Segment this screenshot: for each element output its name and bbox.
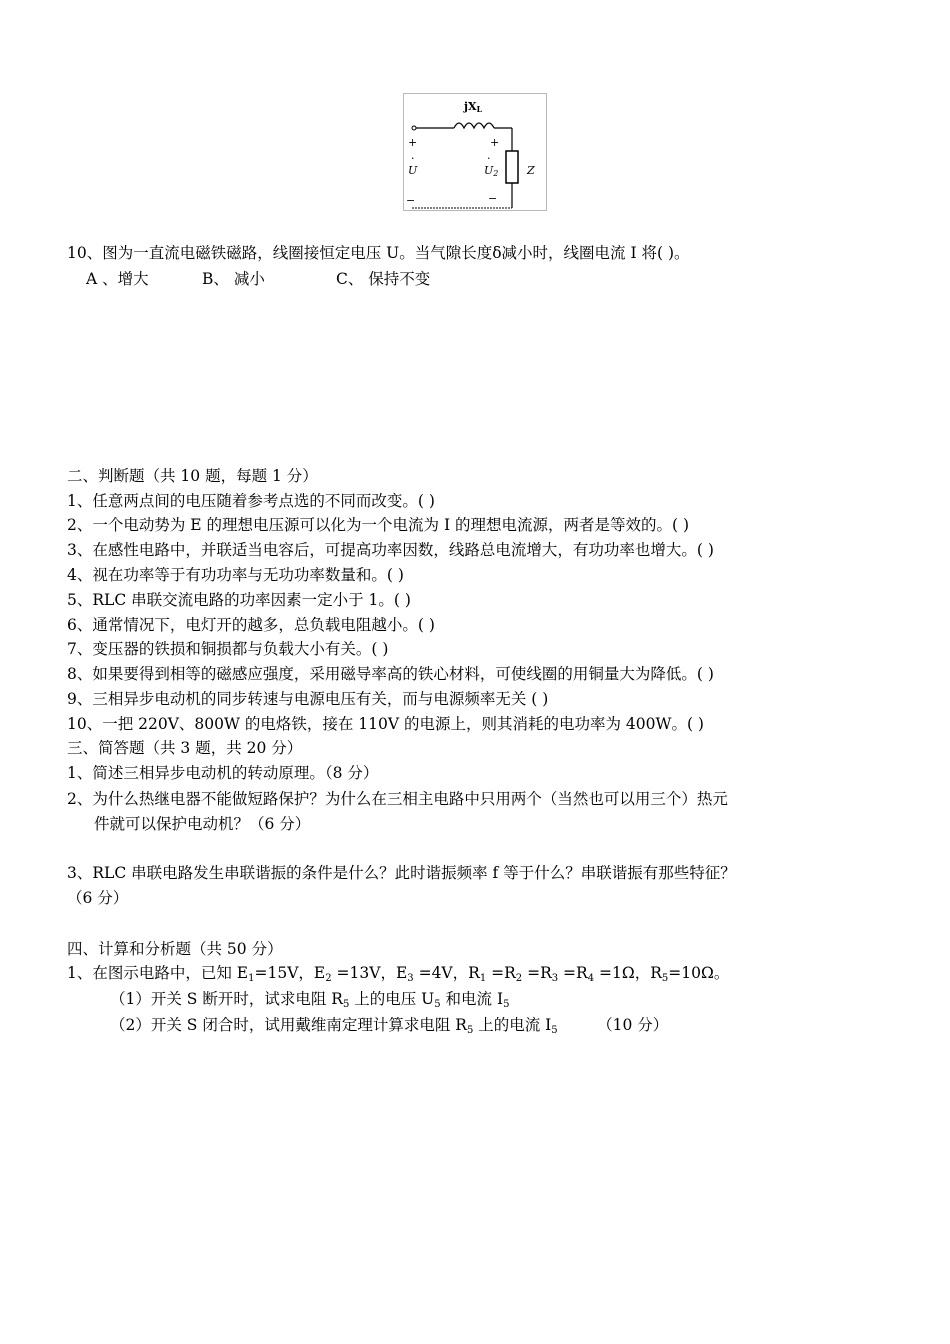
inductor-coil	[454, 123, 494, 128]
judge-item-7: 7、变压器的铁损和铜损都与负载大小有关。( )	[67, 640, 389, 658]
e2-value: =13V，	[331, 964, 396, 982]
sub1-i-symbol: I	[496, 990, 504, 1008]
short-answer-1: 1、简述三相异步电动机的转动原理。（8 分）	[67, 764, 379, 782]
e1-symbol: E	[236, 964, 249, 982]
minus-left: −	[406, 194, 416, 207]
sub2-i-symbol: I	[545, 1016, 552, 1034]
impedance-box	[506, 151, 518, 183]
r3-symbol: R	[540, 964, 552, 982]
e3-value: =4V，	[413, 964, 469, 982]
r5-subscript: 5	[661, 973, 669, 984]
r2-symbol: R	[504, 964, 516, 982]
r3-subscript: 3	[551, 973, 559, 984]
judge-item-6: 6、通常情况下，电灯开的越多，总负载电阻越小。( )	[67, 616, 435, 634]
r4-symbol: R	[576, 964, 588, 982]
e3-symbol: E	[395, 964, 408, 982]
judge-item-9: 9、三相异步电动机的同步转速与电源电压有关，而与电源频率无关 ( )	[67, 690, 549, 708]
circuit-diagram	[404, 94, 546, 210]
sub1-text-a: （1）开关 S 断开时，试求电阻	[110, 990, 332, 1008]
plus-right: +	[490, 136, 500, 149]
plus-left: +	[408, 136, 418, 149]
voltage-u-label: U	[408, 164, 418, 177]
sub1-u-subscript: 5	[434, 999, 441, 1010]
r2-subscript: 2	[515, 973, 523, 984]
judge-item-3: 3、在感性电路中，并联适当电容后，可提高功率因数，线路总电流增大，有功功率也增大。( )	[67, 541, 714, 559]
calc-q1-sub-2	[110, 1014, 668, 1036]
short-answer-3-line-2: （6 分）	[67, 889, 129, 907]
voltage-u2-dot: ·	[487, 152, 491, 165]
r1-value: =	[486, 964, 505, 982]
section-2-heading: 二、判断题（共 10 题，每题 1 分）	[67, 467, 318, 485]
circuit-figure	[403, 93, 547, 211]
judge-item-2: 2、一个电动势为 E 的理想电压源可以化为一个电流为 I 的理想电流源，两者是等效的。( )	[67, 516, 690, 534]
short-answer-3-line-1: 3、RLC 串联电路发生串联谐振的条件是什么？此时谐振频率 f 等于什么？串联谐振有那些特征？	[67, 864, 736, 882]
r4-subscript: 4	[587, 973, 595, 984]
r3-value: =	[558, 964, 577, 982]
r2-value: =	[522, 964, 541, 982]
inductor-label: jXL	[464, 100, 483, 114]
e3-subscript: 3	[407, 973, 414, 984]
sub1-u-symbol: U	[421, 990, 435, 1008]
sub2-r-subscript: 5	[466, 1025, 474, 1036]
sub1-text-c: 和电流	[440, 990, 497, 1008]
e1-value: =15V，	[254, 964, 314, 982]
minus-right: −	[488, 192, 498, 205]
judge-item-1: 1、任意两点间的电压随着参考点选的不同而改变。( )	[67, 492, 435, 510]
short-answer-2-line-2: 件就可以保护电动机？（6 分）	[94, 815, 311, 833]
sub2-points: （10 分）	[557, 1016, 669, 1034]
question-10-options	[86, 268, 430, 290]
e1-subscript: 1	[248, 973, 255, 984]
voltage-u-dot: ·	[411, 152, 415, 165]
section-4-heading: 四、计算和分析题（共 50 分）	[67, 940, 283, 958]
option-a: A 、增大	[86, 270, 149, 288]
sub1-r-symbol: R	[331, 990, 343, 1008]
sub2-i-subscript: 5	[551, 1025, 558, 1036]
question-10-text: 10、图为一直流电磁铁磁路，线圈接恒定电压 U。当气隙长度δ减小时，线圈电流 I 将( )。	[67, 244, 690, 262]
r1-subscript: 1	[479, 973, 487, 984]
e2-symbol: E	[313, 964, 326, 982]
judge-item-5: 5、RLC 串联交流电路的功率因素一定小于 1。( )	[67, 591, 411, 609]
sub1-i-subscript: 5	[503, 999, 510, 1010]
e2-subscript: 2	[325, 973, 332, 984]
sub2-r-symbol: R	[455, 1016, 467, 1034]
sub2-text-a: （2）开关 S 闭合时，试用戴维南定理计算求电阻	[110, 1016, 456, 1034]
calc-question-1	[67, 962, 729, 984]
sub1-text-b: 上的电压	[349, 990, 422, 1008]
r5-value: =10Ω。	[668, 964, 730, 982]
sub2-text-b: 上的电流	[473, 1016, 546, 1034]
terminal-top	[412, 126, 416, 130]
r4-value: =1Ω，	[594, 964, 651, 982]
judge-item-4: 4、视在功率等于有功功率与无功功率数量和。( )	[67, 566, 404, 584]
short-answer-2-line-1: 2、为什么热继电器不能做短路保护？为什么在三相主电路中只用两个（当然也可以用三个）热元	[67, 790, 728, 808]
judge-item-8: 8、如果要得到相等的磁感应强度，采用磁导率高的铁心材料，可使线圈的用铜量大为降低。( )	[67, 665, 714, 683]
sub1-r-subscript: 5	[342, 999, 350, 1010]
r5-symbol: R	[650, 964, 662, 982]
section-3-heading: 三、简答题（共 3 题，共 20 分）	[67, 739, 303, 757]
option-b: B、 减小	[202, 270, 265, 288]
voltage-u2-label: U2	[484, 164, 499, 178]
calc-q1-sub-1	[110, 988, 509, 1010]
judge-item-10: 10、一把 220V、800W 的电烙铁，接在 110V 的电源上，则其消耗的电功率为 400W。( )	[67, 715, 704, 733]
option-c: C、 保持不变	[336, 270, 431, 288]
r1-symbol: R	[468, 964, 480, 982]
impedance-z-label: Z	[527, 164, 535, 177]
calc-q1-prefix: 1、在图示电路中，已知	[67, 964, 237, 982]
